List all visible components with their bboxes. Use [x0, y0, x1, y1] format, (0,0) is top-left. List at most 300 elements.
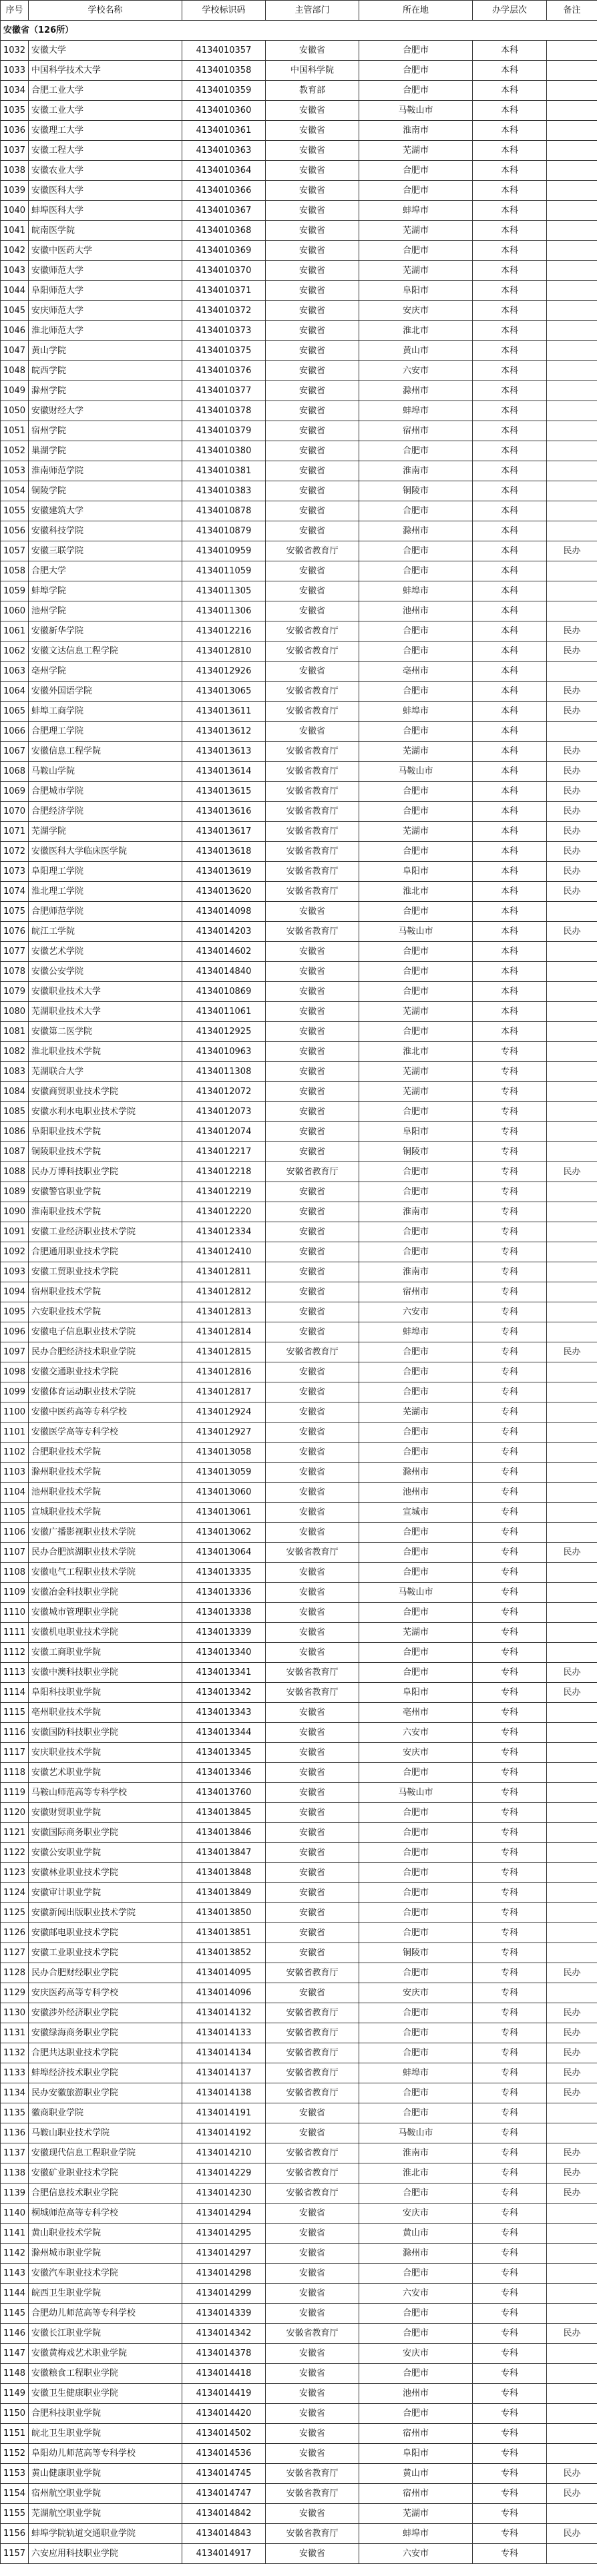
- table-cell: 专科: [473, 1923, 547, 1943]
- table-cell: 本科: [473, 221, 547, 241]
- table-cell: [547, 1082, 597, 1102]
- table-cell: 合肥市: [359, 61, 473, 81]
- table-row: [1, 1623, 597, 1643]
- table-cell: [547, 1002, 597, 1022]
- table-cell: 4134013346: [182, 1763, 266, 1783]
- table-cell: 安徽省: [266, 1402, 359, 1423]
- table-cell: 4134014138: [182, 2083, 266, 2103]
- table-cell: 黄山市: [359, 2224, 473, 2244]
- table-cell: 4134013338: [182, 1603, 266, 1623]
- table-cell: 4134014098: [182, 902, 266, 922]
- table-cell: 专科: [473, 1703, 547, 1723]
- table-cell: [547, 942, 597, 962]
- table-cell: 本科: [473, 641, 547, 662]
- table-cell: 安徽工商职业学院: [29, 1643, 182, 1663]
- table-cell: 合肥市: [359, 181, 473, 201]
- table-cell: 安徽省: [266, 1603, 359, 1623]
- table-row: [1, 1262, 597, 1282]
- table-cell: [547, 1903, 597, 1923]
- table-cell: 安徽省教育厅: [266, 742, 359, 762]
- table-row: [1, 2003, 597, 2023]
- table-cell: 安庆市: [359, 1743, 473, 1763]
- table-row: [1, 1242, 597, 1262]
- table-cell: 安徽省教育厅: [266, 2484, 359, 2504]
- table-cell: 1048: [1, 361, 29, 381]
- table-cell: 民办: [547, 822, 597, 842]
- table-cell: 1033: [1, 61, 29, 81]
- table-cell: 淮北市: [359, 2163, 473, 2183]
- table-cell: 阜阳市: [359, 1683, 473, 1703]
- table-cell: [547, 1102, 597, 1122]
- table-cell: [547, 2404, 597, 2424]
- table-cell: 专科: [473, 1282, 547, 1302]
- table-cell: 1125: [1, 1903, 29, 1923]
- table-cell: [547, 1583, 597, 1603]
- table-cell: 4134014747: [182, 2484, 266, 2504]
- table-cell: 合肥市: [359, 2003, 473, 2023]
- table-cell: 专科: [473, 1663, 547, 1683]
- table-cell: 专科: [473, 2204, 547, 2224]
- table-cell: 合肥师范学院: [29, 902, 182, 922]
- table-row: [1, 1022, 597, 1042]
- table-row: [1, 2524, 597, 2544]
- table-cell: 安徽省: [266, 2284, 359, 2304]
- table-cell: 4134010357: [182, 41, 266, 61]
- table-cell: [547, 1122, 597, 1142]
- table-cell: 4134012812: [182, 1282, 266, 1302]
- table-cell: [547, 1382, 597, 1402]
- table-cell: [547, 41, 597, 61]
- table-cell: 4134012927: [182, 1423, 266, 1443]
- table-cell: 4134013342: [182, 1683, 266, 1703]
- table-row: [1, 662, 597, 682]
- table-cell: 安徽审计职业学院: [29, 1883, 182, 1903]
- table-cell: 马鞍山市: [359, 101, 473, 121]
- table-cell: 1141: [1, 2224, 29, 2244]
- table-cell: 安徽矿业职业技术学院: [29, 2163, 182, 2183]
- table-cell: 铜陵市: [359, 1142, 473, 1162]
- table-cell: 4134010373: [182, 321, 266, 341]
- table-cell: 1059: [1, 581, 29, 601]
- table-cell: 安徽省: [266, 521, 359, 541]
- table-cell: 蚌埠工商学院: [29, 702, 182, 722]
- table-cell: 宿州市: [359, 2484, 473, 2504]
- table-cell: 宣城市: [359, 1503, 473, 1523]
- table-cell: 专科: [473, 2324, 547, 2344]
- table-cell: 安徽省: [266, 1563, 359, 1583]
- table-cell: [547, 1603, 597, 1623]
- table-cell: 安徽省教育厅: [266, 782, 359, 802]
- table-cell: 专科: [473, 1483, 547, 1503]
- table-cell: 本科: [473, 121, 547, 141]
- table-cell: 专科: [473, 1102, 547, 1122]
- table-cell: 4134013849: [182, 1883, 266, 1903]
- table-cell: 合肥信息技术职业学院: [29, 2183, 182, 2204]
- table-cell: 1085: [1, 1102, 29, 1122]
- table-row: [1, 1102, 597, 1122]
- table-cell: 安徽信息工程学院: [29, 742, 182, 762]
- table-cell: 合肥市: [359, 1443, 473, 1463]
- table-cell: 安徽省教育厅: [266, 2183, 359, 2204]
- table-cell: 4134013341: [182, 1663, 266, 1683]
- table-cell: 1041: [1, 221, 29, 241]
- table-cell: 安徽省: [266, 1643, 359, 1663]
- table-cell: 民办: [547, 882, 597, 902]
- table-cell: 阜阳职业技术学院: [29, 1122, 182, 1142]
- table-row: [1, 2244, 597, 2264]
- table-cell: 4134012410: [182, 1242, 266, 1262]
- table-cell: 专科: [473, 2504, 547, 2524]
- table-row: [1, 621, 597, 641]
- table-row: [1, 842, 597, 862]
- table-cell: 本科: [473, 521, 547, 541]
- table-cell: 民办: [547, 2063, 597, 2083]
- table-cell: [547, 1202, 597, 1222]
- table-row: [1, 201, 597, 221]
- table-cell: 合肥市: [359, 1823, 473, 1843]
- table-cell: 蚌埠市: [359, 2063, 473, 2083]
- table-cell: 合肥市: [359, 1923, 473, 1943]
- table-row: [1, 1382, 597, 1402]
- table-cell: 本科: [473, 501, 547, 521]
- table-cell: [547, 1843, 597, 1863]
- table-row: [1, 561, 597, 581]
- table-cell: 合肥市: [359, 1863, 473, 1883]
- table-row: [1, 1002, 597, 1022]
- table-cell: 马鞍山职业技术学院: [29, 2123, 182, 2143]
- table-cell: 本科: [473, 201, 547, 221]
- table-cell: 4134014298: [182, 2264, 266, 2284]
- table-cell: 专科: [473, 2143, 547, 2163]
- table-cell: 1075: [1, 902, 29, 922]
- table-cell: [547, 81, 597, 101]
- table-cell: 1098: [1, 1362, 29, 1382]
- table-cell: 1052: [1, 441, 29, 461]
- table-cell: 安徽省: [266, 2224, 359, 2244]
- table-cell: 专科: [473, 1463, 547, 1483]
- table-cell: 1114: [1, 1683, 29, 1703]
- table-cell: 4134014230: [182, 2183, 266, 2204]
- table-cell: [547, 121, 597, 141]
- table-cell: 桐城师范高等专科学校: [29, 2204, 182, 2224]
- table-row: [1, 161, 597, 181]
- table-row: [1, 181, 597, 201]
- table-cell: 安徽省: [266, 1382, 359, 1402]
- table-cell: 1139: [1, 2183, 29, 2204]
- table-cell: 蚌埠市: [359, 2524, 473, 2544]
- table-cell: 蚌埠学院轨道交通职业学院: [29, 2524, 182, 2544]
- table-cell: 皖南医学院: [29, 221, 182, 241]
- table-cell: 专科: [473, 1743, 547, 1763]
- table-cell: 专科: [473, 1583, 547, 1603]
- table-cell: 安徽公安职业学院: [29, 1843, 182, 1863]
- table-cell: 本科: [473, 882, 547, 902]
- table-cell: 专科: [473, 1623, 547, 1643]
- table-cell: 合肥市: [359, 1182, 473, 1202]
- table-cell: 4134014419: [182, 2384, 266, 2404]
- table-row: [1, 1783, 597, 1803]
- table-cell: 本科: [473, 762, 547, 782]
- table-cell: 1093: [1, 1262, 29, 1282]
- table-cell: 专科: [473, 1382, 547, 1402]
- table-cell: 蚌埠经济技术职业学院: [29, 2063, 182, 2083]
- table-cell: 4134013615: [182, 782, 266, 802]
- table-cell: 安徽汽车职业技术学院: [29, 2264, 182, 2284]
- table-cell: 本科: [473, 782, 547, 802]
- table-cell: 安徽长江职业学院: [29, 2324, 182, 2344]
- table-cell: 1063: [1, 662, 29, 682]
- table-cell: 芜湖学院: [29, 822, 182, 842]
- table-cell: 安庆职业技术学院: [29, 1743, 182, 1763]
- table-cell: 专科: [473, 1563, 547, 1583]
- table-cell: 池州学院: [29, 601, 182, 621]
- table-cell: 1131: [1, 2023, 29, 2043]
- table-cell: 1105: [1, 1503, 29, 1523]
- table-cell: 亳州职业技术学院: [29, 1703, 182, 1723]
- table-row: [1, 1803, 597, 1823]
- table-cell: 皖北卫生职业学院: [29, 2424, 182, 2444]
- table-cell: 民办: [547, 2083, 597, 2103]
- table-cell: 安徽省: [266, 2444, 359, 2464]
- table-cell: 安徽省: [266, 421, 359, 441]
- table-cell: 安徽省教育厅: [266, 842, 359, 862]
- table-cell: 4134014602: [182, 942, 266, 962]
- table-cell: 安徽省: [266, 2304, 359, 2324]
- table-cell: 安徽省: [266, 2204, 359, 2224]
- table-cell: [547, 1222, 597, 1242]
- table-cell: 1132: [1, 2043, 29, 2063]
- table-row: [1, 2204, 597, 2224]
- table-cell: 合肥市: [359, 2043, 473, 2063]
- table-cell: 安徽省: [266, 1863, 359, 1883]
- table-cell: 1106: [1, 1523, 29, 1543]
- table-cell: 安徽省: [266, 1943, 359, 1963]
- table-cell: 安徽省: [266, 2103, 359, 2123]
- table-row: [1, 1923, 597, 1943]
- table-cell: 安徽省: [266, 401, 359, 421]
- table-row: [1, 121, 597, 141]
- table-cell: 4134014420: [182, 2404, 266, 2424]
- table-cell: 民办: [547, 2464, 597, 2484]
- table-cell: 1134: [1, 2083, 29, 2103]
- table-cell: 安徽省教育厅: [266, 2524, 359, 2544]
- table-cell: 淮北市: [359, 1042, 473, 1062]
- table-cell: 4134014203: [182, 922, 266, 942]
- table-cell: [547, 2344, 597, 2364]
- table-row: [1, 461, 597, 481]
- table-cell: 安徽工业经济职业技术学院: [29, 1222, 182, 1242]
- table-cell: 民办: [547, 2023, 597, 2043]
- table-cell: 滁州市: [359, 2244, 473, 2264]
- table-cell: 合肥市: [359, 501, 473, 521]
- table-cell: 1087: [1, 1142, 29, 1162]
- table-cell: 安徽体育运动职业技术学院: [29, 1382, 182, 1402]
- table-cell: 专科: [473, 2224, 547, 2244]
- table-cell: 4134013059: [182, 1463, 266, 1483]
- table-cell: 合肥市: [359, 241, 473, 261]
- table-cell: [547, 1743, 597, 1763]
- table-cell: 黄山职业技术学院: [29, 2224, 182, 2244]
- table-row: [1, 922, 597, 942]
- table-cell: 安徽省: [266, 181, 359, 201]
- table-cell: 民办: [547, 2003, 597, 2023]
- table-cell: 安徽警官职业学院: [29, 1182, 182, 1202]
- table-cell: 专科: [473, 1883, 547, 1903]
- table-cell: 1092: [1, 1242, 29, 1262]
- table-cell: 4134012817: [182, 1382, 266, 1402]
- table-cell: 安徽城市管理职业学院: [29, 1603, 182, 1623]
- table-cell: 合肥市: [359, 1643, 473, 1663]
- table-row: [1, 742, 597, 762]
- table-cell: 滁州职业技术学院: [29, 1463, 182, 1483]
- table-row: [1, 1903, 597, 1923]
- table-cell: 4134010361: [182, 121, 266, 141]
- table-cell: 安庆医药高等专科学校: [29, 1983, 182, 2003]
- table-row: [1, 2163, 597, 2183]
- table-cell: 合肥市: [359, 1543, 473, 1563]
- column-header: 办学层次: [473, 1, 547, 21]
- table-row: [1, 1683, 597, 1703]
- table-cell: 安徽粮食工程职业学院: [29, 2364, 182, 2384]
- table-cell: 安徽省教育厅: [266, 1683, 359, 1703]
- table-cell: 1091: [1, 1222, 29, 1242]
- table-cell: 安徽省: [266, 321, 359, 341]
- table-cell: 4134013760: [182, 1783, 266, 1803]
- table-cell: 合肥市: [359, 2103, 473, 2123]
- table-cell: 本科: [473, 81, 547, 101]
- table-cell: 1113: [1, 1663, 29, 1683]
- table-cell: 4134012926: [182, 662, 266, 682]
- table-cell: [547, 1943, 597, 1963]
- table-cell: [547, 1563, 597, 1583]
- table-row: [1, 722, 597, 742]
- table-row: [1, 101, 597, 121]
- table-cell: [547, 1182, 597, 1202]
- table-cell: 安徽交通职业技术学院: [29, 1362, 182, 1382]
- table-cell: 安徽省教育厅: [266, 2324, 359, 2344]
- table-cell: 专科: [473, 1142, 547, 1162]
- table-cell: 1084: [1, 1082, 29, 1102]
- table-cell: 安徽省: [266, 1623, 359, 1643]
- table-cell: 1032: [1, 41, 29, 61]
- table-cell: 合肥市: [359, 1222, 473, 1242]
- table-cell: 专科: [473, 1262, 547, 1282]
- table-row: [1, 822, 597, 842]
- table-cell: 芜湖市: [359, 1623, 473, 1643]
- table-cell: 徽商职业学院: [29, 2103, 182, 2123]
- table-cell: 安徽黄梅戏艺术职业学院: [29, 2344, 182, 2364]
- table-cell: 安庆市: [359, 301, 473, 321]
- table-cell: 合肥工业大学: [29, 81, 182, 101]
- table-cell: 安徽省教育厅: [266, 2083, 359, 2103]
- table-cell: 1119: [1, 1783, 29, 1803]
- table-cell: 合肥市: [359, 641, 473, 662]
- table-cell: 安徽省: [266, 902, 359, 922]
- table-cell: [547, 1282, 597, 1302]
- table-cell: 1086: [1, 1122, 29, 1142]
- table-cell: [547, 1983, 597, 2003]
- table-row: [1, 2183, 597, 2204]
- table-cell: 淮南市: [359, 1262, 473, 1282]
- table-cell: 合肥市: [359, 1963, 473, 1983]
- table-cell: 民办: [547, 1683, 597, 1703]
- table-cell: 本科: [473, 962, 547, 982]
- table-cell: 专科: [473, 2464, 547, 2484]
- table-cell: 安徽省: [266, 1062, 359, 1082]
- table-cell: 安徽机电职业技术学院: [29, 1623, 182, 1643]
- table-cell: 淮北理工学院: [29, 882, 182, 902]
- table-cell: 淮北市: [359, 882, 473, 902]
- table-cell: 芜湖市: [359, 822, 473, 842]
- table-cell: 安徽艺术学院: [29, 942, 182, 962]
- table-cell: 1073: [1, 862, 29, 882]
- table-row: [1, 81, 597, 101]
- table-cell: [547, 2364, 597, 2384]
- table-row: [1, 1082, 597, 1102]
- table-cell: 1110: [1, 1603, 29, 1623]
- table-cell: 4134012216: [182, 621, 266, 641]
- table-cell: 4134014536: [182, 2444, 266, 2464]
- table-cell: 合肥市: [359, 2183, 473, 2204]
- table-row: [1, 481, 597, 501]
- table-cell: 六安市: [359, 1302, 473, 1322]
- table-cell: 安徽省教育厅: [266, 2143, 359, 2163]
- table-cell: 芜湖航空职业学院: [29, 2504, 182, 2524]
- table-cell: [547, 1623, 597, 1643]
- table-cell: 安徽省: [266, 1202, 359, 1222]
- table-cell: 4134014137: [182, 2063, 266, 2083]
- table-cell: 1081: [1, 1022, 29, 1042]
- table-row: [1, 2143, 597, 2163]
- table-cell: 安徽医科大学临床医学院: [29, 842, 182, 862]
- table-cell: 1066: [1, 722, 29, 742]
- table-row: [1, 1983, 597, 2003]
- table-cell: 民办合肥经济技术职业学院: [29, 1342, 182, 1362]
- table-cell: 专科: [473, 1643, 547, 1663]
- table-cell: [547, 1302, 597, 1322]
- table-cell: 本科: [473, 541, 547, 561]
- table-cell: [547, 2284, 597, 2304]
- table-cell: 宿州市: [359, 421, 473, 441]
- table-cell: 安徽省: [266, 261, 359, 281]
- table-cell: 合肥市: [359, 1162, 473, 1182]
- table-cell: 安徽工贸职业技术学院: [29, 1262, 182, 1282]
- table-cell: 1116: [1, 1723, 29, 1743]
- table-row: [1, 802, 597, 822]
- table-row: [1, 2123, 597, 2143]
- table-cell: 淮南市: [359, 121, 473, 141]
- table-cell: 4134010367: [182, 201, 266, 221]
- table-row: [1, 221, 597, 241]
- table-cell: 专科: [473, 1763, 547, 1783]
- table-cell: 4134011061: [182, 1002, 266, 1022]
- table-cell: 本科: [473, 141, 547, 161]
- table-cell: [547, 2424, 597, 2444]
- table-cell: 本科: [473, 842, 547, 862]
- table-cell: 合肥市: [359, 1883, 473, 1903]
- table-cell: 安徽省教育厅: [266, 1963, 359, 1983]
- table-cell: 1061: [1, 621, 29, 641]
- table-cell: [547, 241, 597, 261]
- table-cell: 本科: [473, 101, 547, 121]
- table-cell: 专科: [473, 1202, 547, 1222]
- table-cell: 4134014840: [182, 962, 266, 982]
- table-cell: [547, 501, 597, 521]
- table-cell: [547, 601, 597, 621]
- table-cell: [547, 902, 597, 922]
- table-cell: 4134010378: [182, 401, 266, 421]
- table-cell: 安徽省: [266, 1262, 359, 1282]
